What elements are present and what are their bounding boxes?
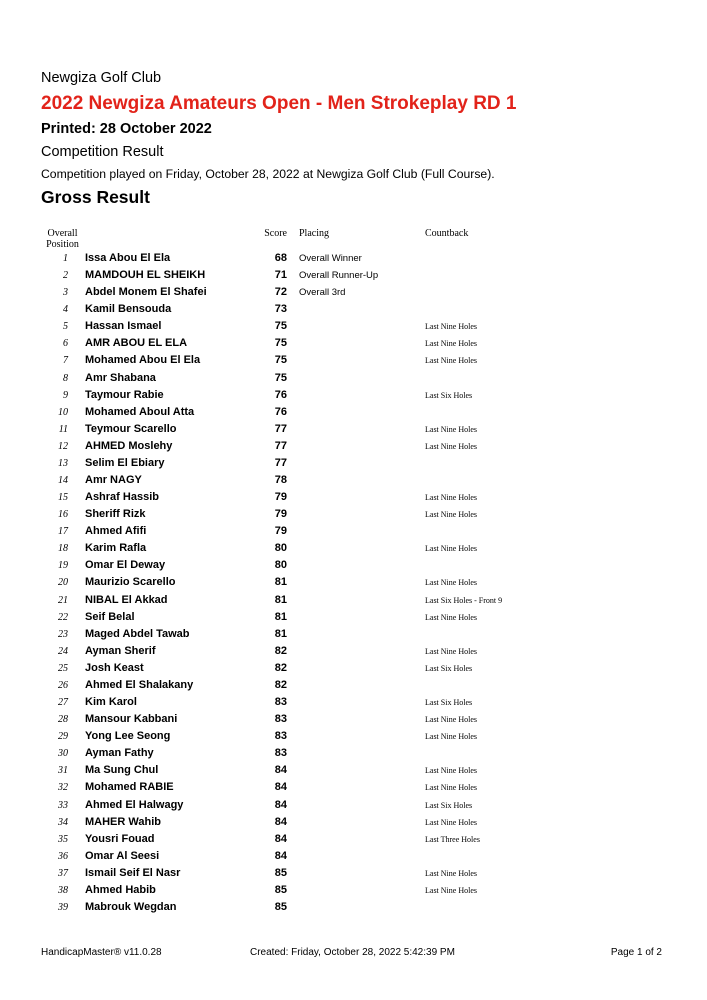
table-row — [0, 370, 707, 387]
score-cell: 79 — [274, 508, 287, 521]
position-cell: 34 — [58, 816, 68, 828]
player-name-cell: Maurizio Scarello — [85, 576, 176, 589]
countback-cell: Last Nine Holes — [425, 356, 477, 366]
countback-cell: Last Six Holes — [425, 800, 473, 810]
table-row — [0, 352, 707, 369]
position-cell: 7 — [63, 355, 68, 367]
table-row — [0, 506, 707, 523]
table-row — [0, 250, 707, 267]
score-cell: 84 — [274, 832, 287, 845]
position-cell: 10 — [58, 406, 68, 418]
position-cell: 6 — [63, 338, 68, 350]
header-position-line2: Position — [46, 239, 79, 250]
table-row — [0, 335, 707, 352]
footer-page-number: Page 1 of 2 — [610, 947, 662, 958]
position-cell: 35 — [58, 833, 68, 845]
score-cell: 78 — [274, 474, 287, 487]
table-row — [0, 284, 707, 301]
score-cell: 82 — [274, 661, 287, 674]
table-row — [0, 301, 707, 318]
table-row — [0, 745, 707, 762]
position-cell: 30 — [58, 748, 68, 760]
player-name-cell: Ahmed Afifi — [85, 525, 147, 538]
position-cell: 22 — [58, 611, 68, 623]
result-title: Gross Result — [41, 187, 150, 207]
score-cell: 83 — [274, 730, 287, 743]
header-score: Score — [264, 228, 287, 239]
table-row — [0, 421, 707, 438]
player-name-cell: AHMED Moslehy — [85, 439, 173, 452]
countback-cell: Last Nine Holes — [425, 885, 477, 895]
printed-date: Printed: 28 October 2022 — [41, 121, 212, 137]
player-name-cell: Kim Karol — [85, 696, 137, 709]
table-row — [0, 574, 707, 591]
player-name-cell: MAMDOUH EL SHEIKH — [85, 269, 206, 282]
footer-software: HandicapMaster® v11.0.28 — [41, 947, 162, 958]
section-label: Competition Result — [41, 144, 164, 160]
player-name-cell: Taymour Rabie — [85, 388, 164, 401]
table-row — [0, 882, 707, 899]
position-cell: 11 — [58, 423, 68, 435]
header-position — [40, 228, 85, 250]
position-cell: 17 — [58, 526, 68, 538]
score-cell: 84 — [274, 798, 287, 811]
table-row — [0, 694, 707, 711]
countback-cell: Last Nine Holes — [425, 646, 477, 656]
score-cell: 82 — [274, 644, 287, 657]
position-cell: 2 — [63, 270, 68, 282]
score-cell: 83 — [274, 747, 287, 760]
score-cell: 81 — [274, 593, 287, 606]
score-cell: 73 — [274, 303, 287, 316]
table-row — [0, 387, 707, 404]
table-row — [0, 677, 707, 694]
player-name-cell: Ma Sung Chul — [85, 764, 159, 777]
table-row — [0, 557, 707, 574]
player-name-cell: Mansour Kabbani — [85, 713, 178, 726]
score-cell: 83 — [274, 696, 287, 709]
position-cell: 28 — [58, 714, 68, 726]
score-cell: 75 — [274, 337, 287, 350]
score-cell: 84 — [274, 815, 287, 828]
player-name-cell: AMR ABOU EL ELA — [85, 337, 188, 350]
position-cell: 13 — [58, 457, 68, 469]
table-row — [0, 455, 707, 472]
player-name-cell: Josh Keast — [85, 661, 144, 674]
placing-cell: Overall Winner — [299, 253, 362, 264]
player-name-cell: Karim Rafla — [85, 542, 147, 555]
score-cell: 81 — [274, 576, 287, 589]
score-cell: 76 — [274, 388, 287, 401]
table-row — [0, 438, 707, 455]
countback-cell: Last Nine Holes — [425, 817, 477, 827]
countback-cell: Last Nine Holes — [425, 578, 477, 588]
header-countback: Countback — [425, 228, 469, 239]
score-cell: 82 — [274, 678, 287, 691]
countback-cell: Last Three Holes — [425, 834, 480, 844]
table-row — [0, 779, 707, 796]
table-row — [0, 660, 707, 677]
position-cell: 39 — [58, 901, 68, 913]
position-cell: 24 — [58, 645, 68, 657]
player-name-cell: Hassan Ismael — [85, 320, 162, 333]
club-name: Newgiza Golf Club — [41, 70, 162, 86]
position-cell: 14 — [58, 475, 68, 487]
position-cell: 5 — [63, 321, 68, 333]
score-cell: 79 — [274, 525, 287, 538]
score-cell: 85 — [274, 900, 287, 913]
position-cell: 21 — [58, 594, 68, 606]
header-placing: Placing — [299, 228, 329, 239]
footer-created: Created: Friday, October 28, 2022 5:42:39 PM — [250, 947, 455, 958]
table-row — [0, 865, 707, 882]
countback-cell: Last Nine Holes — [425, 868, 477, 878]
player-name-cell: Teymour Scarello — [85, 422, 177, 435]
position-cell: 9 — [63, 389, 68, 401]
player-name-cell: Yousri Fouad — [85, 832, 155, 845]
countback-cell: Last Six Holes — [425, 698, 473, 708]
player-name-cell: Selim El Ebiary — [85, 456, 165, 469]
score-cell: 80 — [274, 542, 287, 555]
position-cell: 19 — [58, 560, 68, 572]
position-cell: 1 — [63, 253, 68, 264]
score-cell: 81 — [274, 627, 287, 640]
player-name-cell: Issa Abou El Ela — [85, 252, 171, 264]
score-cell: 77 — [274, 439, 287, 452]
table-row — [0, 626, 707, 643]
table-row — [0, 318, 707, 335]
score-cell: 84 — [274, 781, 287, 794]
table-row — [0, 267, 707, 284]
table-row — [0, 762, 707, 779]
countback-cell: Last Nine Holes — [425, 339, 477, 349]
position-cell: 4 — [63, 304, 68, 316]
countback-cell: Last Nine Holes — [425, 612, 477, 622]
countback-cell: Last Nine Holes — [425, 441, 477, 451]
table-row — [0, 643, 707, 660]
score-cell: 80 — [274, 559, 287, 572]
score-cell: 81 — [274, 610, 287, 623]
table-row — [0, 711, 707, 728]
score-cell: 72 — [274, 286, 287, 299]
position-cell: 27 — [58, 697, 68, 709]
countback-cell: Last Nine Holes — [425, 766, 477, 776]
position-cell: 20 — [58, 577, 68, 589]
score-cell: 76 — [274, 405, 287, 418]
score-cell: 85 — [274, 883, 287, 896]
countback-cell: Last Nine Holes — [425, 783, 477, 793]
score-cell: 84 — [274, 849, 287, 862]
player-name-cell: Mohamed Aboul Atta — [85, 405, 195, 418]
player-name-cell: Ashraf Hassib — [85, 491, 159, 504]
player-name-cell: MAHER Wahib — [85, 815, 161, 828]
score-cell: 84 — [274, 764, 287, 777]
table-row — [0, 831, 707, 848]
score-cell: 75 — [274, 320, 287, 333]
score-cell: 75 — [274, 354, 287, 367]
table-row — [0, 848, 707, 865]
player-name-cell: Seif Belal — [85, 610, 135, 623]
position-cell: 37 — [58, 867, 68, 879]
position-cell: 16 — [58, 509, 68, 521]
score-cell: 68 — [274, 252, 287, 264]
player-name-cell: Kamil Bensouda — [85, 303, 172, 316]
countback-cell: Last Nine Holes — [425, 715, 477, 725]
countback-cell: Last Six Holes - Front 9 — [425, 595, 503, 605]
position-cell: 8 — [63, 372, 68, 384]
player-name-cell: NIBAL El Akkad — [85, 593, 168, 606]
table-row — [0, 472, 707, 489]
table-row — [0, 899, 707, 916]
player-name-cell: Sheriff Rizk — [85, 508, 146, 521]
countback-cell: Last Nine Holes — [425, 493, 477, 503]
score-cell: 77 — [274, 422, 287, 435]
score-cell: 77 — [274, 456, 287, 469]
score-cell: 85 — [274, 866, 287, 879]
table-row — [0, 540, 707, 557]
position-cell: 25 — [58, 662, 68, 674]
player-name-cell: Ahmed El Shalakany — [85, 678, 194, 691]
table-row — [0, 728, 707, 745]
countback-cell: Last Six Holes — [425, 390, 473, 400]
player-name-cell: Yong Lee Seong — [85, 730, 171, 743]
player-name-cell: Amr NAGY — [85, 474, 142, 487]
position-cell: 18 — [58, 543, 68, 555]
score-cell: 79 — [274, 491, 287, 504]
score-cell: 83 — [274, 713, 287, 726]
player-name-cell: Abdel Monem El Shafei — [85, 286, 207, 299]
countback-cell: Last Nine Holes — [425, 424, 477, 434]
player-name-cell: Ahmed Habib — [85, 883, 156, 896]
table-row — [0, 592, 707, 609]
countback-cell: Last Six Holes — [425, 663, 473, 673]
position-cell: 33 — [58, 799, 68, 811]
position-cell: 29 — [58, 731, 68, 743]
player-name-cell: Ismail Seif El Nasr — [85, 866, 181, 879]
played-description: Competition played on Friday, October 28, 2022 at Newgiza Golf Club (Full Course). — [41, 167, 495, 181]
position-cell: 26 — [58, 679, 68, 691]
position-cell: 31 — [58, 765, 68, 777]
score-cell: 71 — [274, 269, 287, 282]
player-name-cell: Mohamed Abou El Ela — [85, 354, 201, 367]
competition-title: 2022 Newgiza Amateurs Open - Men Strokeplay RD 1 — [41, 93, 517, 114]
score-cell: 75 — [274, 371, 287, 384]
countback-cell: Last Nine Holes — [425, 732, 477, 742]
player-name-cell: Mohamed RABIE — [85, 781, 174, 794]
table-row — [0, 814, 707, 831]
player-name-cell: Maged Abdel Tawab — [85, 627, 190, 640]
table-row — [0, 523, 707, 540]
position-cell: 15 — [58, 492, 68, 504]
position-cell: 36 — [58, 850, 68, 862]
results-table-body — [0, 250, 707, 916]
header-position-line1: Overall — [47, 228, 78, 239]
countback-cell: Last Nine Holes — [425, 322, 477, 332]
player-name-cell: Ahmed El Halwagy — [85, 798, 184, 811]
player-name-cell: Ayman Fathy — [85, 747, 154, 760]
placing-cell: Overall Runner-Up — [299, 270, 379, 282]
position-cell: 32 — [58, 782, 68, 794]
placing-cell: Overall 3rd — [299, 287, 346, 299]
player-name-cell: Mabrouk Wegdan — [85, 900, 177, 913]
table-row — [0, 489, 707, 506]
countback-cell: Last Nine Holes — [425, 510, 477, 520]
table-row — [0, 609, 707, 626]
countback-cell: Last Nine Holes — [425, 544, 477, 554]
player-name-cell: Ayman Sherif — [85, 644, 156, 657]
position-cell: 23 — [58, 628, 68, 640]
position-cell: 12 — [58, 440, 68, 452]
table-row — [0, 404, 707, 421]
player-name-cell: Omar Al Seesi — [85, 849, 160, 862]
player-name-cell: Omar El Deway — [85, 559, 166, 572]
player-name-cell: Amr Shabana — [85, 371, 156, 384]
position-cell: 3 — [63, 287, 68, 299]
table-row — [0, 797, 707, 814]
position-cell: 38 — [58, 884, 68, 896]
